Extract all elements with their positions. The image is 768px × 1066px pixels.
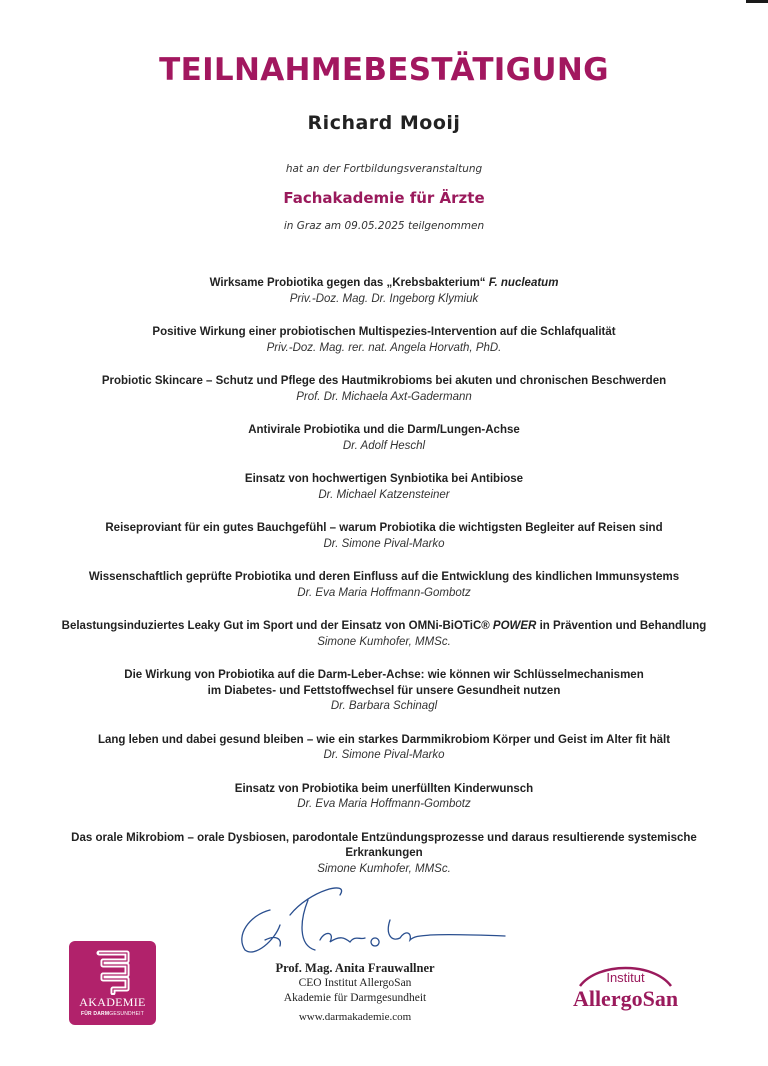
talk-title: Wirksame Probiotika gegen das „Krebsbakterium“ F. nucleatum [209,277,559,289]
talk-item [0,570,768,601]
talk-item [0,276,768,307]
signer-org: Akademie für Darmgesundheit [283,992,427,1004]
talk-speaker: Dr. Adolf Heschl [342,439,426,452]
allergosan-logo-line2: AllergoSan [572,986,679,1011]
talk-title-line2: im Diabetes- und Fettstoffwechsel für unsere Gesundheit nutzen [207,684,561,697]
talk-title: Einsatz von Probiotika beim unerfüllten Kinderwunsch [234,782,534,795]
intro-text: hat an der Fortbildungsveranstaltung [285,163,483,175]
talk-title: Das orale Mikrobiom – orale Dysbiosen, parodontale Entzündungsprozesse und daraus resultierende systemische [71,831,697,844]
talk-item [0,831,768,878]
participant-name: Richard Mooij [307,112,461,134]
talk-speaker: Priv.-Doz. Mag. Dr. Ingeborg Klymiuk [289,292,479,305]
talk-item [0,521,768,552]
talk-title: Reiseproviant für ein gutes Bauchgefühl – warum Probiotika die wichtigsten Begleiter auf Reisen sind [105,522,663,534]
talk-title: Positive Wirkung einer probiotischen Multispezies-Intervention auf die Schlafqualität [152,326,616,338]
akademie-logo [69,941,156,1025]
talk-item [0,668,768,715]
talk-title: Probiotic Skincare – Schutz und Pflege des Hautmikrobioms bei akuten und chronischen Beschwerden [101,375,667,387]
talk-item [0,423,768,454]
certificate-title: TEILNAHMEBESTÄTIGUNG [159,52,609,88]
talk-list [0,276,768,895]
talk-item [0,619,768,650]
talk-title: Einsatz von hochwertigen Synbiotika bei Antibiose [244,473,524,485]
allergosan-logo [558,960,693,1020]
place-date-text: in Graz am 09.05.2025 teilgenommen [283,220,485,232]
talk-title: Antivirale Probiotika und die Darm/Lungen-Achse [248,424,520,436]
talk-item [0,782,768,813]
talk-speaker: Dr. Eva Maria Hoffmann-Gombotz [297,586,471,599]
talk-item [0,733,768,764]
talk-title-line2: Erkrankungen [345,847,423,859]
talk-speaker: Dr. Barbara Schinagl [330,700,438,712]
talk-speaker: Dr. Eva Maria Hoffmann-Gombotz [297,798,471,810]
talk-speaker: Priv.-Doz. Mag. rer. nat. Angela Horvath, PhD. [266,341,502,354]
event-name: Fachakademie für Ärzte [283,189,485,207]
talk-speaker: Dr. Simone Pival-Marko [323,749,445,761]
talk-item [0,374,768,405]
website-link[interactable]: www.darmakademie.com [298,1011,412,1023]
signer-name: Prof. Mag. Anita Frauwallner [275,961,435,975]
allergosan-logo-line1: Institut [606,970,645,985]
signer-block [260,960,450,1025]
akademie-logo-line2: FÜR DARMGESUNDHEIT [80,1011,145,1017]
talk-item [0,325,768,356]
signature-icon [230,880,510,960]
talk-title: Belastungsinduziertes Leaky Gut im Sport und der Einsatz von OMNi-BiOTiC® POWER in Prävention und Behandlung [61,620,707,632]
talk-speaker: Simone Kumhofer, MMSc. [317,635,451,648]
talk-title: Wissenschaftlich geprüfte Probiotika und deren Einfluss auf die Entwicklung des kindlichen Immunsystems [88,571,680,583]
talk-speaker: Prof. Dr. Michaela Axt-Gadermann [296,390,472,403]
talk-speaker: Simone Kumhofer, MMSc. [317,862,451,875]
akademie-logo-line1: AKADEMIE [79,995,146,1009]
signer-role: CEO Institut AllergoSan [298,977,412,989]
scan-edge-mark [746,0,768,3]
talk-speaker: Dr. Michael Katzensteiner [318,488,450,501]
talk-speaker: Dr. Simone Pival-Marko [323,537,445,550]
talk-item [0,472,768,503]
intestine-icon [91,949,135,995]
talk-title: Lang leben und dabei gesund bleiben – wie ein starkes Darmmikrobiom Körper und Geist im Alter fit hält [97,733,671,746]
talk-title: Die Wirkung von Probiotika auf die Darm-Leber-Achse: wie können wir Schlüsselmechanismen [124,669,644,681]
